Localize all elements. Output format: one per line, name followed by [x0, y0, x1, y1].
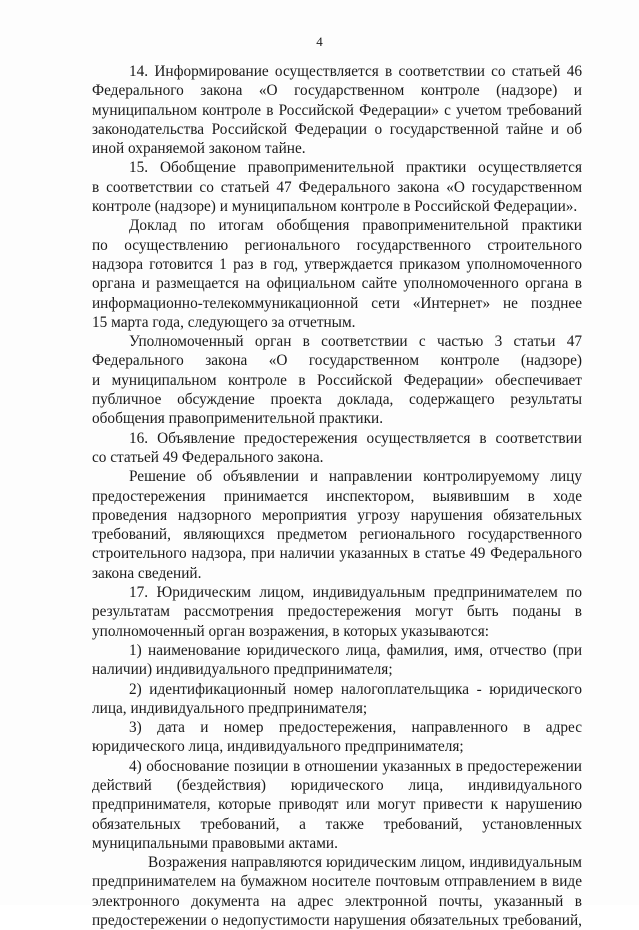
text-line: 4) обоснование позиции в отношении указанных в предостережении [129, 757, 582, 775]
text-line: предпринимателем на бумажном носителе почтовым отправлением в виде [92, 873, 582, 891]
page-number: 4 [316, 34, 323, 49]
text-line: 3) дата и номер предостережения, направленного в адрес [129, 719, 582, 737]
text-line: 15. Обобщение правоприменительной практики осуществляется [129, 159, 582, 177]
text-line: и муниципальном контроле в Российской Федерации» обеспечивает [92, 371, 582, 389]
text-line: законодательства Российской Федерации о государственной тайне и об [92, 120, 582, 138]
text-line: строительного надзора, при наличии указанных в статье 49 Федерального [92, 545, 582, 563]
text-line: 14. Информирование осуществляется в соответствии со статьей 46 [129, 63, 582, 80]
text-line: по осуществлению регионального государственного строительного [92, 236, 582, 254]
text-line: Доклад по итогам обобщения правоприменительной практики [129, 217, 582, 235]
text-line: надзора готовится 1 раз в год, утверждается приказом уполномоченного [92, 255, 582, 273]
text-line: информационно-телекоммуникационной сети «Интернет» не позднее [92, 294, 582, 312]
document-body [92, 62, 582, 930]
text-line: уполномоченный орган возражения, в которых указываются: [92, 622, 489, 640]
text-line: 1) наименование юридического лица, фамилия, имя, отчество (при [129, 641, 582, 659]
text-line: контроле (надзоре) и муниципальном контроле в Российской Федерации». [92, 198, 578, 216]
text-line: результатам рассмотрения предостережения могут быть поданы в [92, 603, 582, 621]
text-line: Возражения направляются юридическим лицом, индивидуальным [148, 854, 582, 872]
text-line: со статьей 49 Федерального закона. [92, 448, 324, 466]
text-line: Уполномоченный орган в соответствии с частью 3 статьи 47 [129, 333, 582, 351]
text-line: обобщения правоприменительной практики. [92, 410, 384, 428]
text-line: муниципальном контроле в Российской Федерации» с учетом требований [92, 101, 582, 119]
text-line: лица, индивидуального предпринимателя; [92, 699, 368, 717]
text-line: муниципальными правовыми актами. [92, 834, 338, 852]
text-line: 16. Объявление предостережения осуществляется в соответствии [129, 429, 582, 447]
text-line: 15 марта года, следующего за отчетным. [92, 313, 356, 331]
text-line: 2) идентификационный номер налогоплательщика - юридического [129, 680, 582, 698]
text-line: предостережения принимается инспектором, выявившим в ходе [92, 487, 582, 505]
text-line: юридического лица, индивидуального предпринимателя; [92, 738, 464, 756]
text-line: публичное обсуждение проекта доклада, содержащего результаты [92, 391, 582, 409]
text-line: обязательных требований, а также требований, установленных [92, 815, 582, 833]
text-line: наличии) индивидуального предпринимателя; [92, 661, 393, 679]
text-line: проведения надзорного мероприятия угрозу нарушения обязательных [92, 506, 582, 524]
text-line: предпринимателя, которые приводят или могут привести к нарушению [92, 796, 582, 814]
text-line: иной охраняемой законом тайне. [92, 140, 306, 158]
text-line: Федерального закона «О государственном контроле (надзоре) [92, 352, 582, 370]
text-line: закона сведений. [92, 564, 202, 582]
text-line: органа и размещается на официальном сайте уполномоченного органа в [92, 275, 582, 293]
text-line: 17. Юридическим лицом, индивидуальным предпринимателем по [129, 584, 582, 602]
text-line: действий (бездействия) юридического лица, индивидуального [92, 776, 582, 794]
text-line: в соответствии со статьей 47 Федерального закона «О государственном [92, 178, 582, 196]
text-line: Решение об объявлении и направлении контролируемому лицу [129, 468, 582, 486]
text-line: предостережении о недопустимости нарушения обязательных требований, [92, 912, 582, 930]
text-line: электронного документа на адрес электронной почты, указанный в [92, 892, 582, 910]
text-line: требований, являющихся предметом регионального государственного [92, 526, 582, 544]
text-line: Федерального закона «О государственном контроле (надзоре) и [92, 82, 582, 100]
